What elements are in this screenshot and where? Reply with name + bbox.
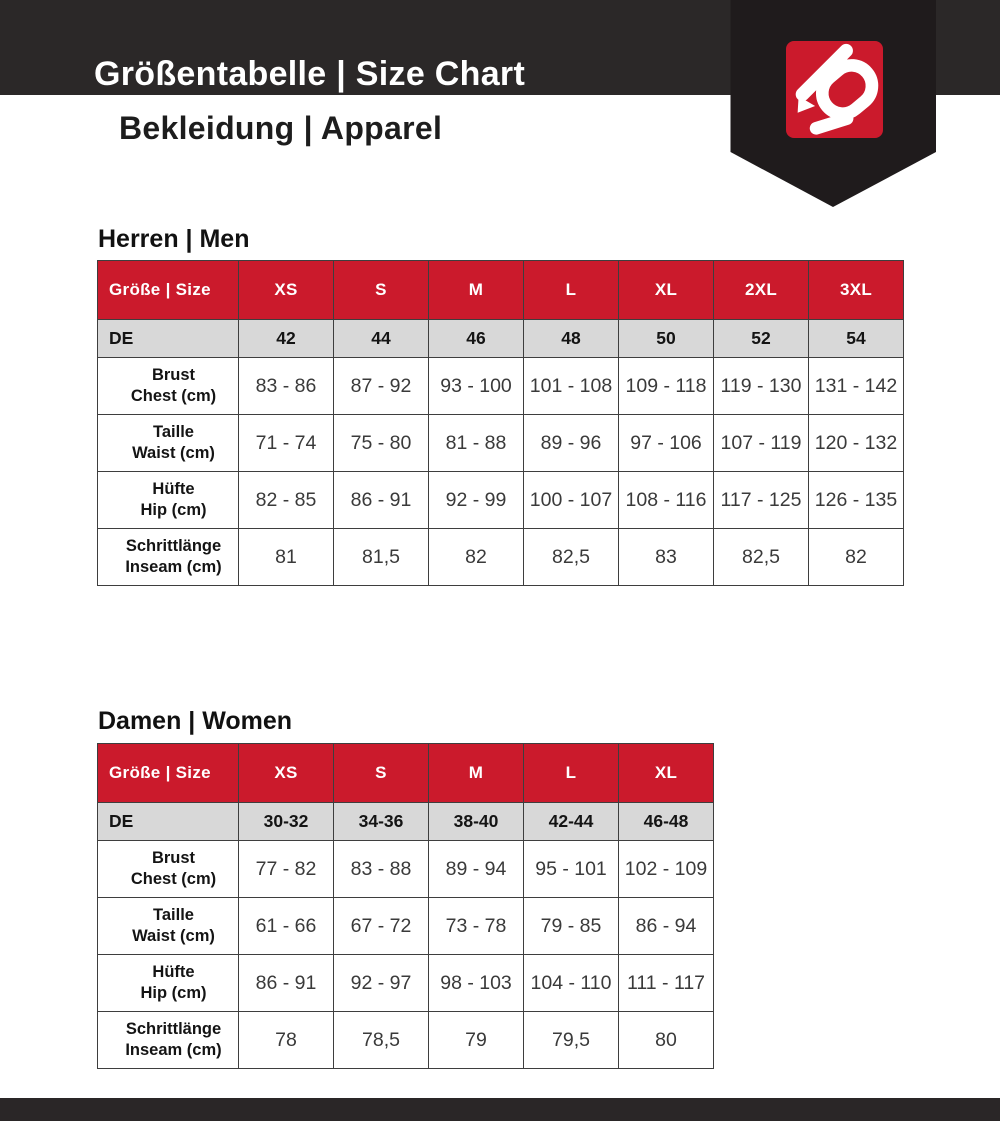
- table-cell: 73 - 78: [429, 898, 524, 955]
- women-header-s: S: [334, 744, 429, 803]
- table-cell: 98 - 103: [429, 955, 524, 1012]
- row-label-en: Chest (cm): [130, 870, 217, 888]
- men-hip-row: [98, 472, 904, 529]
- table-cell: 78,5: [334, 1012, 429, 1069]
- table-cell: 83 - 86: [239, 358, 334, 415]
- table-cell: 81: [239, 529, 334, 586]
- table-cell: 79: [429, 1012, 524, 1069]
- table-cell: 111 - 117: [619, 955, 714, 1012]
- row-label: [98, 472, 239, 529]
- women-section-title: Damen | Women: [98, 707, 293, 735]
- table-cell: 87 - 92: [334, 358, 429, 415]
- row-label-de: Taille: [153, 905, 194, 924]
- table-cell: 82: [429, 529, 524, 586]
- row-label-de: Taille: [153, 422, 194, 441]
- women-header-xs: XS: [239, 744, 334, 803]
- row-label: DE: [98, 803, 239, 841]
- women-inseam-row: [98, 1012, 714, 1069]
- table-cell: 119 - 130: [714, 358, 809, 415]
- row-label-en: Inseam (cm): [125, 1041, 222, 1059]
- table-cell: 97 - 106: [619, 415, 714, 472]
- table-cell: 30-32: [239, 803, 334, 841]
- table-cell: 50: [619, 320, 714, 358]
- men-header-l: L: [524, 261, 619, 320]
- table-cell: 75 - 80: [334, 415, 429, 472]
- table-cell: 93 - 100: [429, 358, 524, 415]
- women-size-table: [97, 743, 714, 1069]
- women-header-row: [98, 744, 714, 803]
- women-chest-row: [98, 841, 714, 898]
- row-label-en: Hip (cm): [140, 984, 207, 1002]
- table-cell: 79 - 85: [524, 898, 619, 955]
- row-label-de: Schrittlänge: [125, 536, 222, 555]
- men-waist-row: [98, 415, 904, 472]
- row-label: [98, 529, 239, 586]
- table-cell: 38-40: [429, 803, 524, 841]
- women-header-xl: XL: [619, 744, 714, 803]
- women-waist-row: [98, 898, 714, 955]
- table-cell: 107 - 119: [714, 415, 809, 472]
- table-cell: 109 - 118: [619, 358, 714, 415]
- table-cell: 89 - 96: [524, 415, 619, 472]
- table-cell: 120 - 132: [809, 415, 904, 472]
- table-cell: 92 - 97: [334, 955, 429, 1012]
- table-cell: 46-48: [619, 803, 714, 841]
- table-cell: 95 - 101: [524, 841, 619, 898]
- table-cell: 44: [334, 320, 429, 358]
- table-cell: 34-36: [334, 803, 429, 841]
- women-de-row: [98, 803, 714, 841]
- table-cell: 117 - 125: [714, 472, 809, 529]
- table-cell: 81,5: [334, 529, 429, 586]
- row-label-en: Hip (cm): [140, 501, 207, 519]
- row-label-en: Chest (cm): [130, 387, 217, 405]
- table-cell: 81 - 88: [429, 415, 524, 472]
- men-header-3xl: 3XL: [809, 261, 904, 320]
- table-cell: 102 - 109: [619, 841, 714, 898]
- table-cell: 48: [524, 320, 619, 358]
- men-header-size-label: Größe | Size: [98, 261, 239, 320]
- table-cell: 46: [429, 320, 524, 358]
- row-label-de: Hüfte: [152, 962, 195, 981]
- table-cell: 67 - 72: [334, 898, 429, 955]
- row-label-de: Schrittlänge: [125, 1019, 222, 1038]
- row-label-de: Brust: [151, 365, 196, 384]
- men-header-s: S: [334, 261, 429, 320]
- row-label-de: Hüfte: [152, 479, 195, 498]
- table-cell: 52: [714, 320, 809, 358]
- table-cell: 77 - 82: [239, 841, 334, 898]
- row-label-en: Waist (cm): [132, 444, 215, 462]
- women-header-l: L: [524, 744, 619, 803]
- table-cell: 89 - 94: [429, 841, 524, 898]
- table-cell: 42: [239, 320, 334, 358]
- row-label-en: Waist (cm): [132, 927, 215, 945]
- table-cell: 86 - 91: [239, 955, 334, 1012]
- row-label-de: Brust: [151, 848, 196, 867]
- five-ten-logo-icon: [786, 41, 883, 138]
- women-header-m: M: [429, 744, 524, 803]
- table-cell: 131 - 142: [809, 358, 904, 415]
- men-inseam-row: [98, 529, 904, 586]
- table-cell: 82,5: [714, 529, 809, 586]
- women-header-size-label: Größe | Size: [98, 744, 239, 803]
- row-label: [98, 898, 239, 955]
- footer-band: [0, 1098, 1000, 1121]
- table-cell: 86 - 91: [334, 472, 429, 529]
- women-hip-row: [98, 955, 714, 1012]
- table-cell: 82,5: [524, 529, 619, 586]
- table-cell: 54: [809, 320, 904, 358]
- table-cell: 101 - 108: [524, 358, 619, 415]
- men-header-xs: XS: [239, 261, 334, 320]
- row-label: [98, 415, 239, 472]
- men-chest-row: [98, 358, 904, 415]
- men-header-m: M: [429, 261, 524, 320]
- table-cell: 80: [619, 1012, 714, 1069]
- page-subtitle: Bekleidung | Apparel: [119, 110, 443, 146]
- table-cell: 78: [239, 1012, 334, 1069]
- men-de-row: [98, 320, 904, 358]
- men-header-row: [98, 261, 904, 320]
- table-cell: 92 - 99: [429, 472, 524, 529]
- row-label: [98, 1012, 239, 1069]
- five-ten-logo: [786, 41, 883, 138]
- men-header-2xl: 2XL: [714, 261, 809, 320]
- table-cell: 104 - 110: [524, 955, 619, 1012]
- table-cell: 83 - 88: [334, 841, 429, 898]
- table-cell: 82 - 85: [239, 472, 334, 529]
- row-label: [98, 841, 239, 898]
- row-label: [98, 955, 239, 1012]
- table-cell: 108 - 116: [619, 472, 714, 529]
- table-cell: 79,5: [524, 1012, 619, 1069]
- men-section-title: Herren | Men: [98, 225, 250, 253]
- page-title: Größentabelle | Size Chart: [94, 55, 526, 93]
- row-label: DE: [98, 320, 239, 358]
- table-cell: 86 - 94: [619, 898, 714, 955]
- row-label: [98, 358, 239, 415]
- row-label-en: Inseam (cm): [125, 558, 222, 576]
- men-size-table: [97, 260, 904, 586]
- table-cell: 82: [809, 529, 904, 586]
- table-cell: 42-44: [524, 803, 619, 841]
- men-header-xl: XL: [619, 261, 714, 320]
- table-cell: 126 - 135: [809, 472, 904, 529]
- table-cell: 61 - 66: [239, 898, 334, 955]
- table-cell: 83: [619, 529, 714, 586]
- table-cell: 71 - 74: [239, 415, 334, 472]
- table-cell: 100 - 107: [524, 472, 619, 529]
